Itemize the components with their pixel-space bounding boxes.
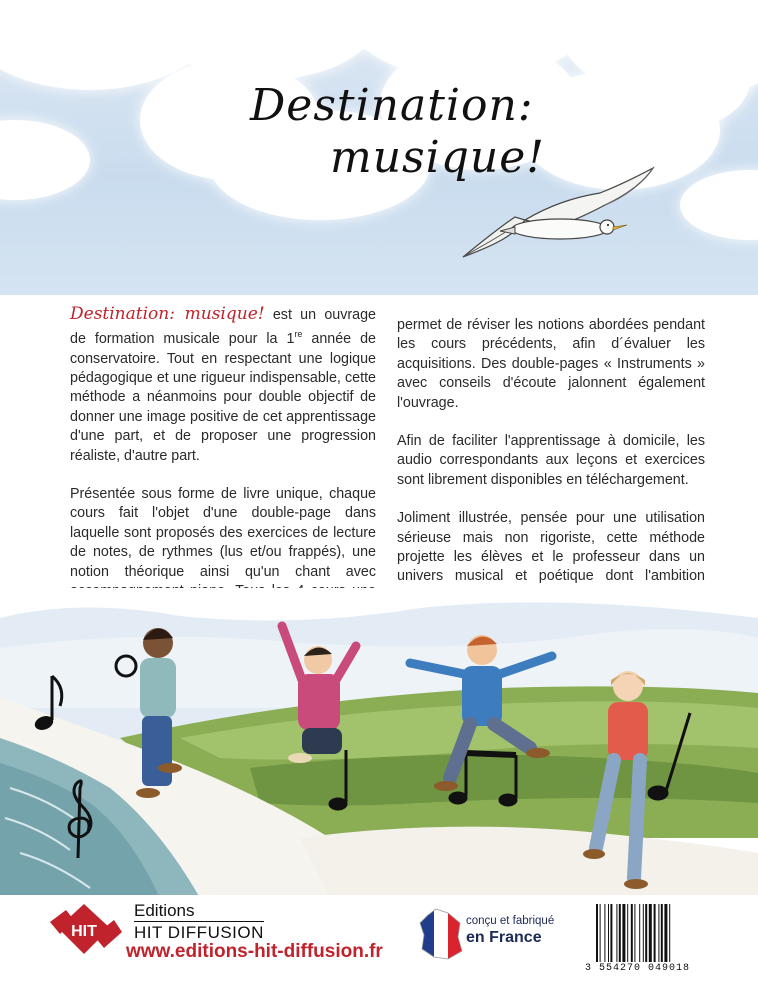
children-beach-illustration [0,588,758,898]
barcode-image [594,904,714,964]
intro-text: est un ouvrage de formation musicale pour la 1 [70,307,376,348]
made-in-line-2: en France [466,929,542,946]
barcode-bar [600,904,601,962]
barcode-bar [661,904,663,962]
paragraph-audio: Afin de faciliter l'apprentissage à domicile, les audio correspondants aux leçons et exercices sont librement disponibles en téléchargement. [397,433,705,488]
barcode-bar [622,904,625,962]
barcode-bar [619,904,621,962]
barcode-bar [645,904,647,962]
barcode-number: 3 554270 049018 [585,963,691,974]
paragraph-structure: Présentée sous forme de livre unique, chaque cours fait l'objet d'une double-page dans laquelle sont proposés des exercices de lecture de notes, de rythmes (lus et/ou frappés), une notion théorique ainsi qu'un chant avec [70,486,376,580]
barcode-bar [643,904,644,962]
barcode-bar [616,904,617,962]
barcode-bar [631,904,633,962]
paragraph-illustration: Joliment illustrée, pensée pour une utilisation sérieuse mais non rigoriste, cette méthode projette les élèves et le professeur dans un univers musical et poétique dont l'ambition [397,510,705,585]
barcode-bar [669,904,670,962]
made-in-france-badge [418,905,568,967]
barcode-bar [654,904,656,962]
made-in-line-1: conçu et fabriqué [466,915,555,927]
publisher-line-2: HIT DIFFUSION [134,923,264,942]
title-line-2: musique! [330,132,545,183]
publisher-line-1: Editions [134,901,195,920]
paragraph-review: permet de réviser les notions abordées pendant les cours précédents, afin d´évaluer les acquisitions. Des double-pages « Instruments » avec conseils d'écoute jalonnent également l'ouvrage. [397,317,705,411]
barcode-bar [608,904,609,962]
barcode-bar [610,904,612,962]
title-line-1: Destination: [250,80,534,131]
intro-text-end: année de conservatoire. Tout en respectant une logique pédagogique et une rigueur indispensable, cette méthode a néanmoins pour double objectif de donner une image positive de cet apprentissage d'une part, et de proposer une progression réaliste, d'autre part. [70,331,376,464]
hit-diffusion-logo [48,900,122,962]
book-title [250,80,610,184]
barcode-bar [604,904,605,962]
ordinal-suffix: re [294,329,303,340]
barcode-bar [639,904,640,962]
hit-logo-text: HIT [71,923,97,940]
brand-name: Destination: musique! [70,304,265,324]
publisher-url[interactable]: www.editions-hit-diffusion.fr [126,941,383,962]
paragraph-intro [70,305,376,466]
barcode-bar [658,904,659,962]
barcode-bar [596,904,598,962]
barcode-bar [634,904,635,962]
france-map-icon [418,907,464,961]
barcode-bar [627,904,628,962]
barcode-bar [664,904,667,962]
barcode-bar [649,904,652,962]
